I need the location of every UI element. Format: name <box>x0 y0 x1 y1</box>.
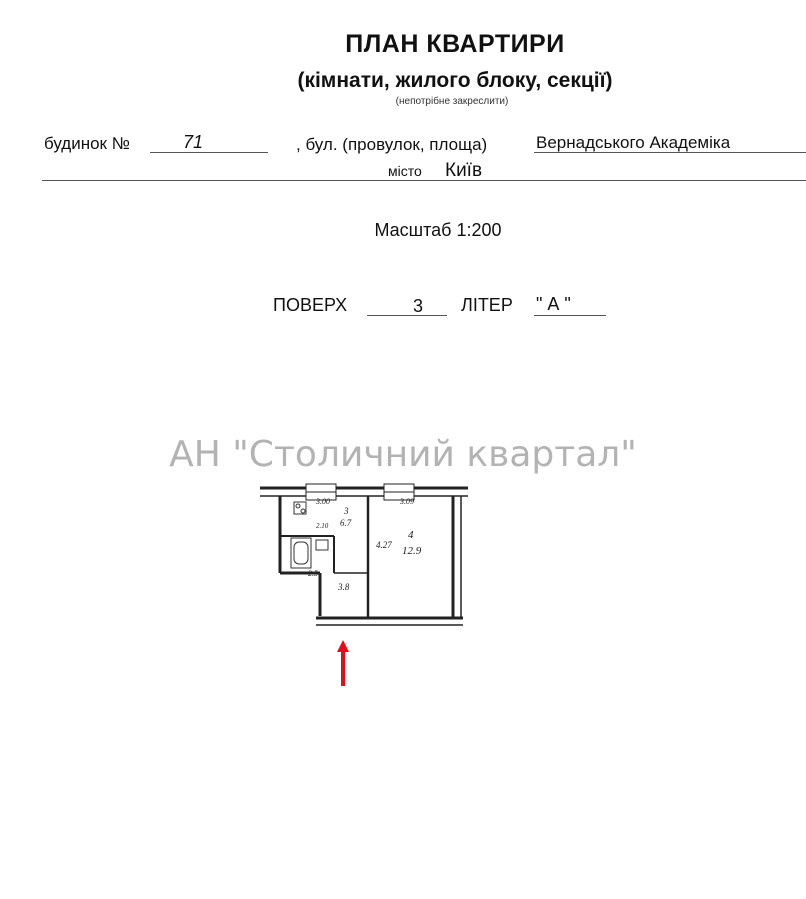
plan-hall-area: 3.8 <box>338 582 350 592</box>
liter-value: " А " <box>536 294 571 314</box>
liter-line <box>534 315 606 316</box>
floor-value: 3 <box>413 296 424 316</box>
document-title: ПЛАН КВАРТИРИ <box>345 30 565 58</box>
agency-watermark: АН "Столичний квартал" <box>169 434 637 475</box>
liter-label: ЛІТЕР <box>461 295 513 315</box>
city-label: місто <box>388 163 422 179</box>
city-line <box>42 180 806 181</box>
plan-kitchen-area: 6.7 <box>340 518 352 528</box>
street-value: Вернадського Академіка <box>536 133 731 152</box>
floor-label: ПОВЕРХ <box>273 295 348 315</box>
plan-room-area: 12.9 <box>402 545 422 557</box>
house-number: 71 <box>183 132 204 152</box>
plan-room-side: 4.27 <box>376 540 392 550</box>
plan-room-id: 4 <box>408 529 414 541</box>
plan-kitchen-id: 3 <box>344 506 349 516</box>
scale-label: Масштаб 1:200 <box>374 220 502 240</box>
house-label: будинок № <box>44 134 130 153</box>
street-line <box>534 152 806 153</box>
document-subtitle: (кімнати, жилого блоку, секції) <box>297 69 613 92</box>
plan-window-right: 3.09 <box>400 497 414 506</box>
street-label: , бул. (провулок, площа) <box>296 135 488 154</box>
plan-bath-area: 2.5 <box>308 569 318 578</box>
floor-line <box>367 315 447 316</box>
city-value: Київ <box>445 160 483 181</box>
entrance-arrow-icon <box>336 640 350 686</box>
strike-note: (непотрібне закреслити) <box>395 96 509 107</box>
house-number-line <box>150 152 268 153</box>
plan-window-left: 3.00 <box>316 497 330 506</box>
apartment-floor-plan <box>258 478 473 638</box>
plan-kitchen-side: 2.10 <box>316 522 329 530</box>
